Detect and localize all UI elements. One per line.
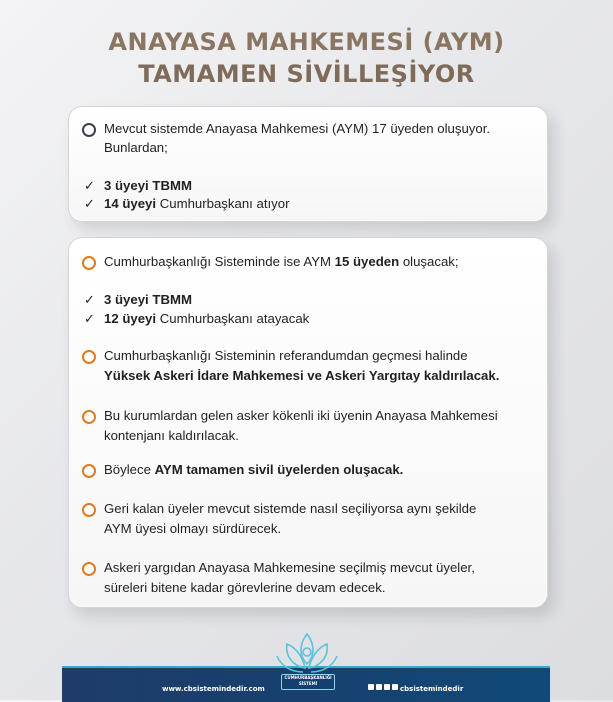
new-system-intro: Cumhurbaşkanlığı Sisteminde ise AYM 15 üyeden oluşacak;: [104, 254, 459, 269]
social-icons: [368, 684, 398, 690]
new-item-1: 3 üyeyi TBMM: [104, 292, 192, 307]
footer-social-handle[interactable]: cbsistemindedir: [400, 685, 464, 693]
civilian-paragraph: Böylece AYM tamamen sivil üyelerden oluşacak.: [104, 462, 404, 477]
current-members-paragraph: Askeri yargıdan Anayasa Mahkemesine seçilmiş mevcut üyeler, süreleri bitene kadar görevlerine devam edecek.: [104, 560, 475, 595]
twitter-icon[interactable]: [368, 684, 374, 690]
emblem-label: CUMHURBAŞKANLIĞI SİSTEMİ: [281, 674, 335, 690]
quota-paragraph: Bu kurumlardan gelen asker kökenli iki üyenin Anayasa Mahkemesi kontenjanı kaldırılacak.: [104, 408, 498, 443]
facebook-icon[interactable]: [376, 684, 382, 690]
bullet-icon: [82, 350, 96, 364]
bullet-icon: [82, 256, 96, 270]
bullet-icon: [82, 123, 96, 137]
bullet-icon: [82, 464, 96, 478]
check-icon: ✓: [84, 178, 95, 193]
current-system-intro-cont: Bunlardan;: [104, 140, 168, 155]
bullet-icon: [82, 503, 96, 517]
remaining-members-paragraph: Geri kalan üyeler mevcut sistemde nasıl seçiliyorsa aynı şekilde AYM üyesi olmayı sürdürecek.: [104, 501, 477, 536]
check-icon: ✓: [84, 292, 95, 307]
check-icon: ✓: [84, 311, 95, 326]
footer-website-link[interactable]: www.cbsistemindedir.com: [162, 685, 265, 693]
youtube-icon[interactable]: [392, 684, 398, 690]
new-item-2: 12 üyeyi Cumhurbaşkanı atayacak: [104, 311, 310, 326]
check-icon: ✓: [84, 196, 95, 211]
current-system-intro: Mevcut sistemde Anayasa Mahkemesi (AYM) 17 üyeden oluşuyor.: [104, 121, 491, 136]
page-title-line2: TAMAMEN SİVİLLEŞİYOR: [138, 60, 475, 88]
page-title-line1: ANAYASA MAHKEMESİ (AYM): [108, 28, 505, 56]
current-item-1: 3 üyeyi TBMM: [104, 178, 192, 193]
current-item-2: 14 üyeyi Cumhurbaşkanı atıyor: [104, 196, 290, 211]
referendum-paragraph: Cumhurbaşkanlığı Sisteminin referandumdan geçmesi halinde Yüksek Askeri İdare Mahkemesi ve Askeri Yargıtay kaldırılacak.: [104, 348, 500, 383]
bullet-icon: [82, 410, 96, 424]
bullet-icon: [82, 562, 96, 576]
instagram-icon[interactable]: [384, 684, 390, 690]
